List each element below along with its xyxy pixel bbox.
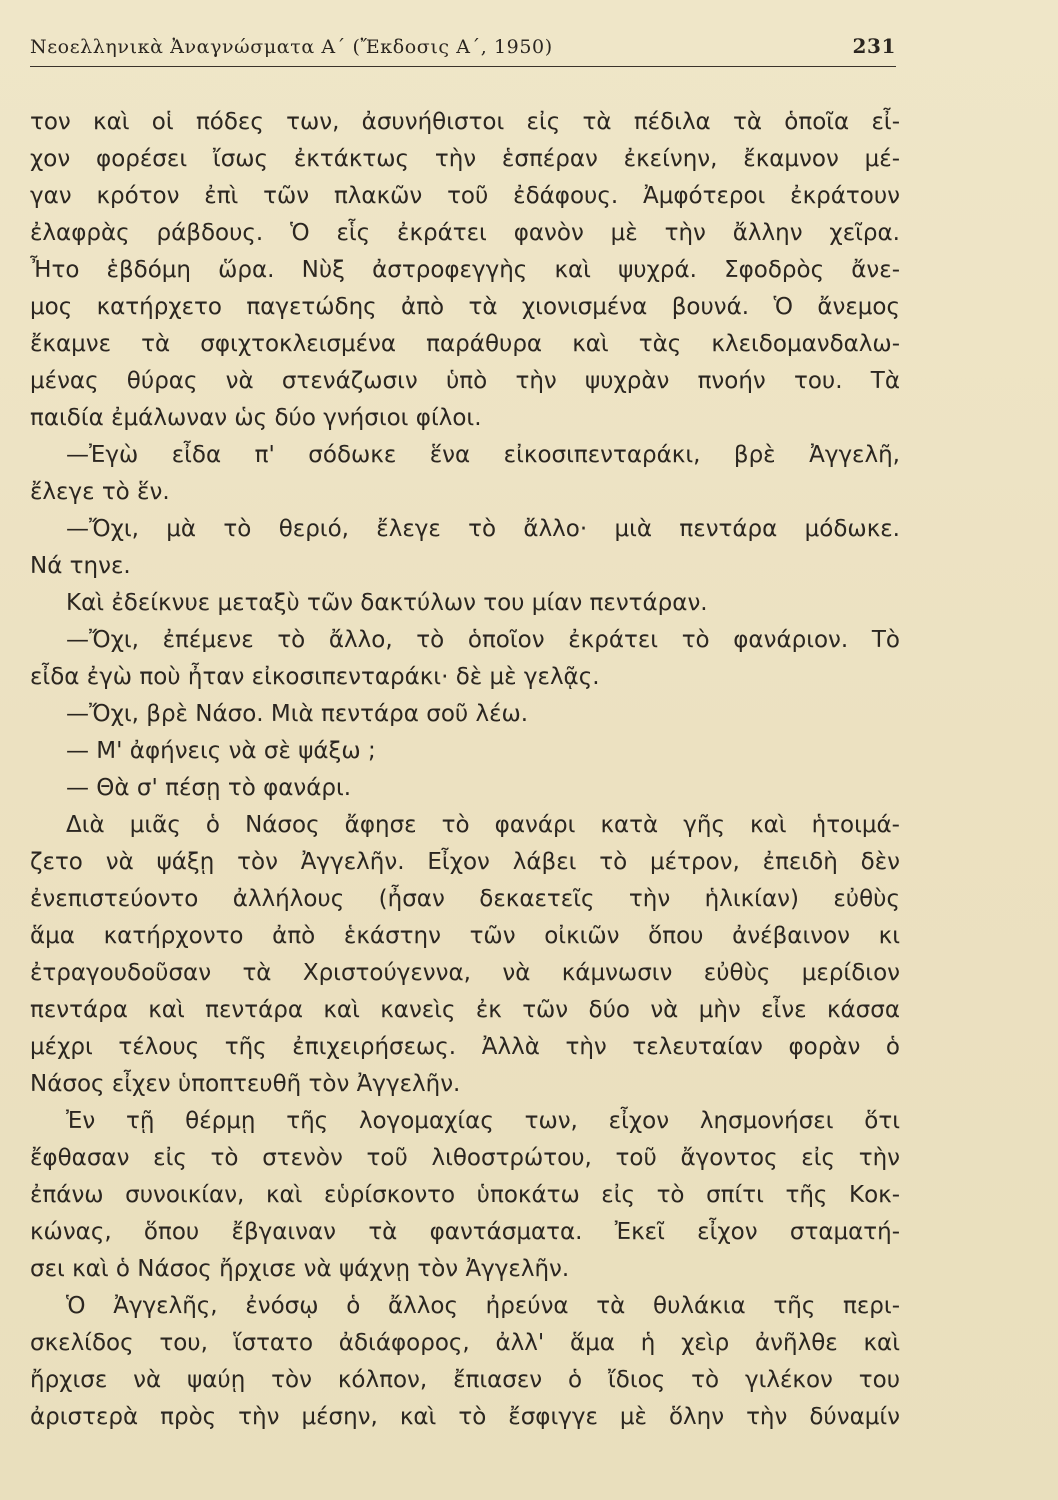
text-line: —Ἐγὼ εἶδα π' σόδωκε ἕνα εἰκοσιπενταράκι, βρὲ Ἀγγελῆ, [66,442,900,468]
text-line: σει καὶ ὁ Νάσος ἤρχισε νὰ ψάχνῃ τὸν Ἀγγελῆν. [30,1256,570,1282]
text-line: μένας θύρας νὰ στενάζωσιν ὑπὸ τὴν ψυχρὰν πνοήν του. Τὰ [30,368,900,394]
text-line: χον φορέσει ἴσως ἐκτάκτως τὴν ἑσπέραν ἐκείνην, ἔκαμνον μέ- [30,146,900,172]
text-line: παιδία ἐμάλωναν ὡς δύο γνήσιοι φίλοι. [30,405,482,431]
text-line: γαν κρότον ἐπὶ τῶν πλακῶν τοῦ ἐδάφους. Ἀμφότεροι ἐκράτουν [30,183,900,209]
text-line: ζετο νὰ ψάξῃ τὸν Ἀγγελῆν. Εἶχον λάβει τὸ μέτρον, ἐπειδὴ δὲν [30,849,900,875]
text-line: Ὁ Ἀγγελῆς, ἐνόσῳ ὁ ἄλλος ἠρεύνα τὰ θυλάκια τῆς περι- [66,1293,900,1319]
text-line: Διὰ μιᾶς ὁ Νάσος ἄφησε τὸ φανάρι κατὰ γῆς καὶ ἡτοιμά- [66,812,900,838]
text-line: ἅμα κατήρχοντο ἀπὸ ἑκάστην τῶν οἰκιῶν ὅπου ἀνέβαινον κι [30,923,900,949]
text-line: μέχρι τέλους τῆς ἐπιχειρήσεως. Ἀλλὰ τὴν τελευταίαν φορὰν ὁ [30,1034,900,1060]
text-line: Καὶ ἐδείκνυε μεταξὺ τῶν δακτύλων του μίαν πεντάραν. [66,590,708,616]
body-text [30,104,900,1436]
text-line: ἔφθασαν εἰς τὸ στενὸν τοῦ λιθοστρώτου, τοῦ ἄγοντος εἰς τὴν [30,1145,900,1171]
running-head [30,34,896,64]
text-line: κώνας, ὅπου ἔβγαιναν τὰ φαντάσματα. Ἐκεῖ εἶχον σταματή- [30,1219,900,1245]
text-line: εἶδα ἐγὼ ποὺ ἦταν εἰκοσιπενταράκι· δὲ μὲ γελᾷς. [30,664,600,690]
text-line: — Θὰ σ' πέσῃ τὸ φανάρι. [66,775,352,801]
text-line: Νάσος εἶχεν ὑποπτευθῆ τὸν Ἀγγελῆν. [30,1071,461,1097]
text-line: τον καὶ οἱ πόδες των, ἀσυνήθιστοι εἰς τὰ πέδιλα τὰ ὁποῖα εἶ- [30,109,900,135]
text-line: —Ὄχι, μὰ τὸ θεριό, ἔλεγε τὸ ἄλλο· μιὰ πεντάρα μόδωκε. [66,516,900,542]
text-line: σκελίδος του, ἵστατο ἀδιάφορος, ἀλλ' ἅμα ἡ χεὶρ ἀνῆλθε καὶ [30,1330,900,1356]
text-line: ἤρχισε νὰ ψαύῃ τὸν κόλπον, ἔπιασεν ὁ ἴδιος τὸ γιλέκον του [30,1367,900,1393]
text-line: ἔλεγε τὸ ἕν. [30,479,170,505]
text-line: ἔκαμνε τὰ σφιχτοκλεισμένα παράθυρα καὶ τὰς κλειδομανδαλω- [30,331,900,357]
text-line: Ἦτο ἑβδόμη ὥρα. Νὺξ ἀστροφεγγὴς καὶ ψυχρά. Σφοδρὸς ἄνε- [30,257,900,283]
text-line: Νά τηνε. [30,553,131,579]
text-line: —Ὄχι, βρὲ Νάσο. Μιὰ πεντάρα σοῦ λέω. [66,701,529,727]
text-line: Ἐν τῇ θέρμῃ τῆς λογομαχίας των, εἶχον λησμονήσει ὅτι [66,1108,900,1134]
running-title: Νεοελληνικὰ Ἀναγνώσματα Α΄ (Ἔκδοσις Α΄, 1950) [30,36,553,58]
header-rule [30,66,896,67]
text-line: πεντάρα καὶ πεντάρα καὶ κανεὶς ἐκ τῶν δύο νὰ μὴν εἶνε κάσσα [30,997,900,1023]
text-line: ἐπάνω συνοικίαν, καὶ εὑρίσκοντο ὑποκάτω εἰς τὸ σπίτι τῆς Κοκ- [30,1182,900,1208]
text-line: ἐνεπιστεύοντο ἀλλήλους (ἦσαν δεκαετεῖς τὴν ἡλικίαν) εὐθὺς [30,886,900,912]
text-line: μος κατήρχετο παγετώδης ἀπὸ τὰ χιονισμένα βουνά. Ὁ ἄνεμος [30,294,900,320]
text-line: ἀριστερὰ πρὸς τὴν μέσην, καὶ τὸ ἔσφιγγε μὲ ὅλην τὴν δύναμίν [30,1404,900,1430]
text-line: ἐτραγουδοῦσαν τὰ Χριστούγεννα, νὰ κάμνωσιν εὐθὺς μερίδιον [30,960,900,986]
text-line: — Μ' ἀφήνεις νὰ σὲ ψάξω ; [66,738,376,764]
text-line: ἐλαφρὰς ράβδους. Ὁ εἷς ἐκράτει φανὸν μὲ τὴν ἄλλην χεῖρα. [30,220,900,246]
page-number: 231 [852,34,896,58]
text-line: —Ὄχι, ἐπέμενε τὸ ἄλλο, τὸ ὁποῖον ἐκράτει τὸ φανάριον. Τὸ [66,627,900,653]
